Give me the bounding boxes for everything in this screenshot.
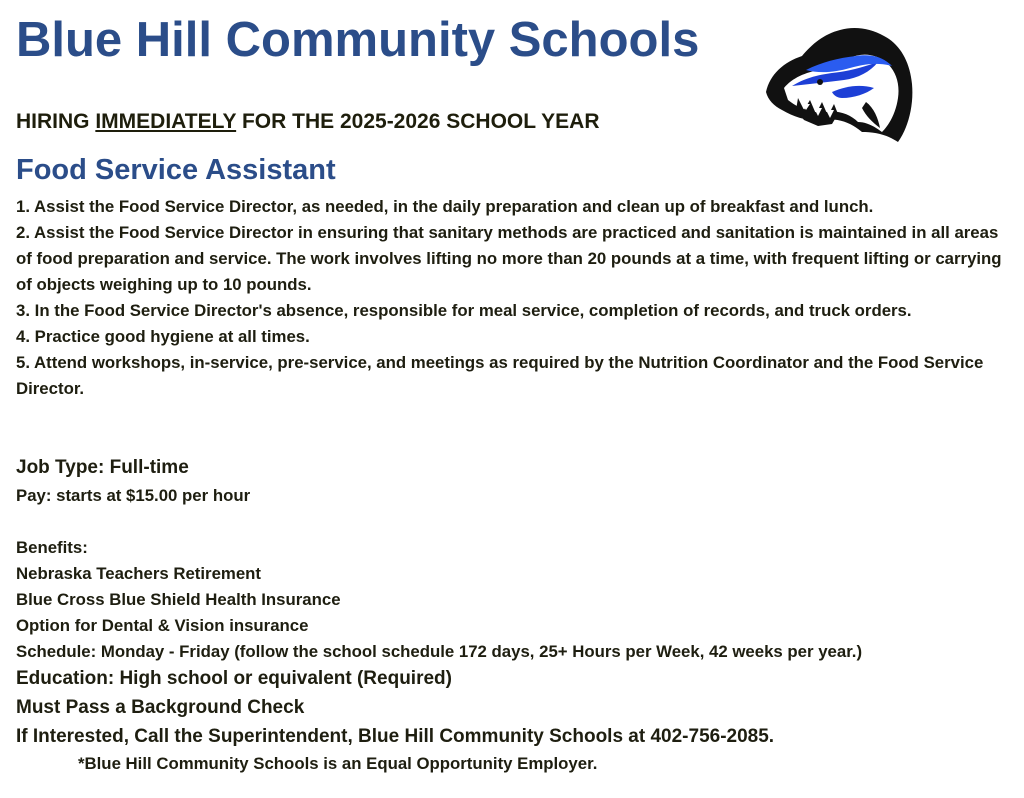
hiring-prefix: HIRING: [16, 110, 96, 133]
duty-item: 2. Assist the Food Service Director in ensuring that sanitary methods are practiced and sanitation is maintained in all areas of food preparation and service. The work involves lifting no more than 20 pounds at a time, with frequent lifting or carrying of objects weighing up to 10 pounds.: [16, 223, 1002, 294]
position-title: Food Service Assistant: [16, 154, 336, 186]
benefit-item: Blue Cross Blue Shield Health Insurance: [16, 590, 341, 609]
education-requirement: Education: High school or equivalent (Required): [16, 668, 452, 689]
pay-rate: Pay: starts at $15.00 per hour: [16, 486, 251, 505]
equal-opportunity-note: *Blue Hill Community Schools is an Equal Opportunity Employer.: [78, 754, 598, 773]
page-title: Blue Hill Community Schools: [16, 13, 700, 67]
schedule: Schedule: Monday - Friday (follow the school schedule 172 days, 25+ Hours per Week, 42 weeks per year.): [16, 642, 863, 661]
background-check: Must Pass a Background Check: [16, 697, 305, 718]
duty-item: 1. Assist the Food Service Director, as needed, in the daily preparation and clean up of breakfast and lunch.: [16, 197, 874, 216]
duty-item: 3. In the Food Service Director's absence, responsible for meal service, completion of records, and truck orders.: [16, 301, 912, 320]
benefit-item: Nebraska Teachers Retirement: [16, 564, 261, 583]
duties-list: [16, 194, 1014, 402]
wildcat-mascot-icon: [762, 22, 914, 148]
benefit-item: Option for Dental & Vision insurance: [16, 616, 309, 635]
hiring-suffix: FOR THE 2025-2026 SCHOOL YEAR: [236, 110, 600, 133]
hiring-banner: [16, 108, 600, 136]
job-type: Job Type: Full-time: [16, 457, 189, 478]
hiring-emphasis: IMMEDIATELY: [95, 110, 237, 133]
contact-info: If Interested, Call the Superintendent, Blue Hill Community Schools at 402-756-2085.: [16, 726, 775, 747]
duty-item: 5. Attend workshops, in-service, pre-service, and meetings as required by the Nutrition Coordinator and the Food Service Director.: [16, 353, 984, 398]
benefits-heading: Benefits:: [16, 538, 88, 557]
duty-item: 4. Practice good hygiene at all times.: [16, 327, 310, 346]
